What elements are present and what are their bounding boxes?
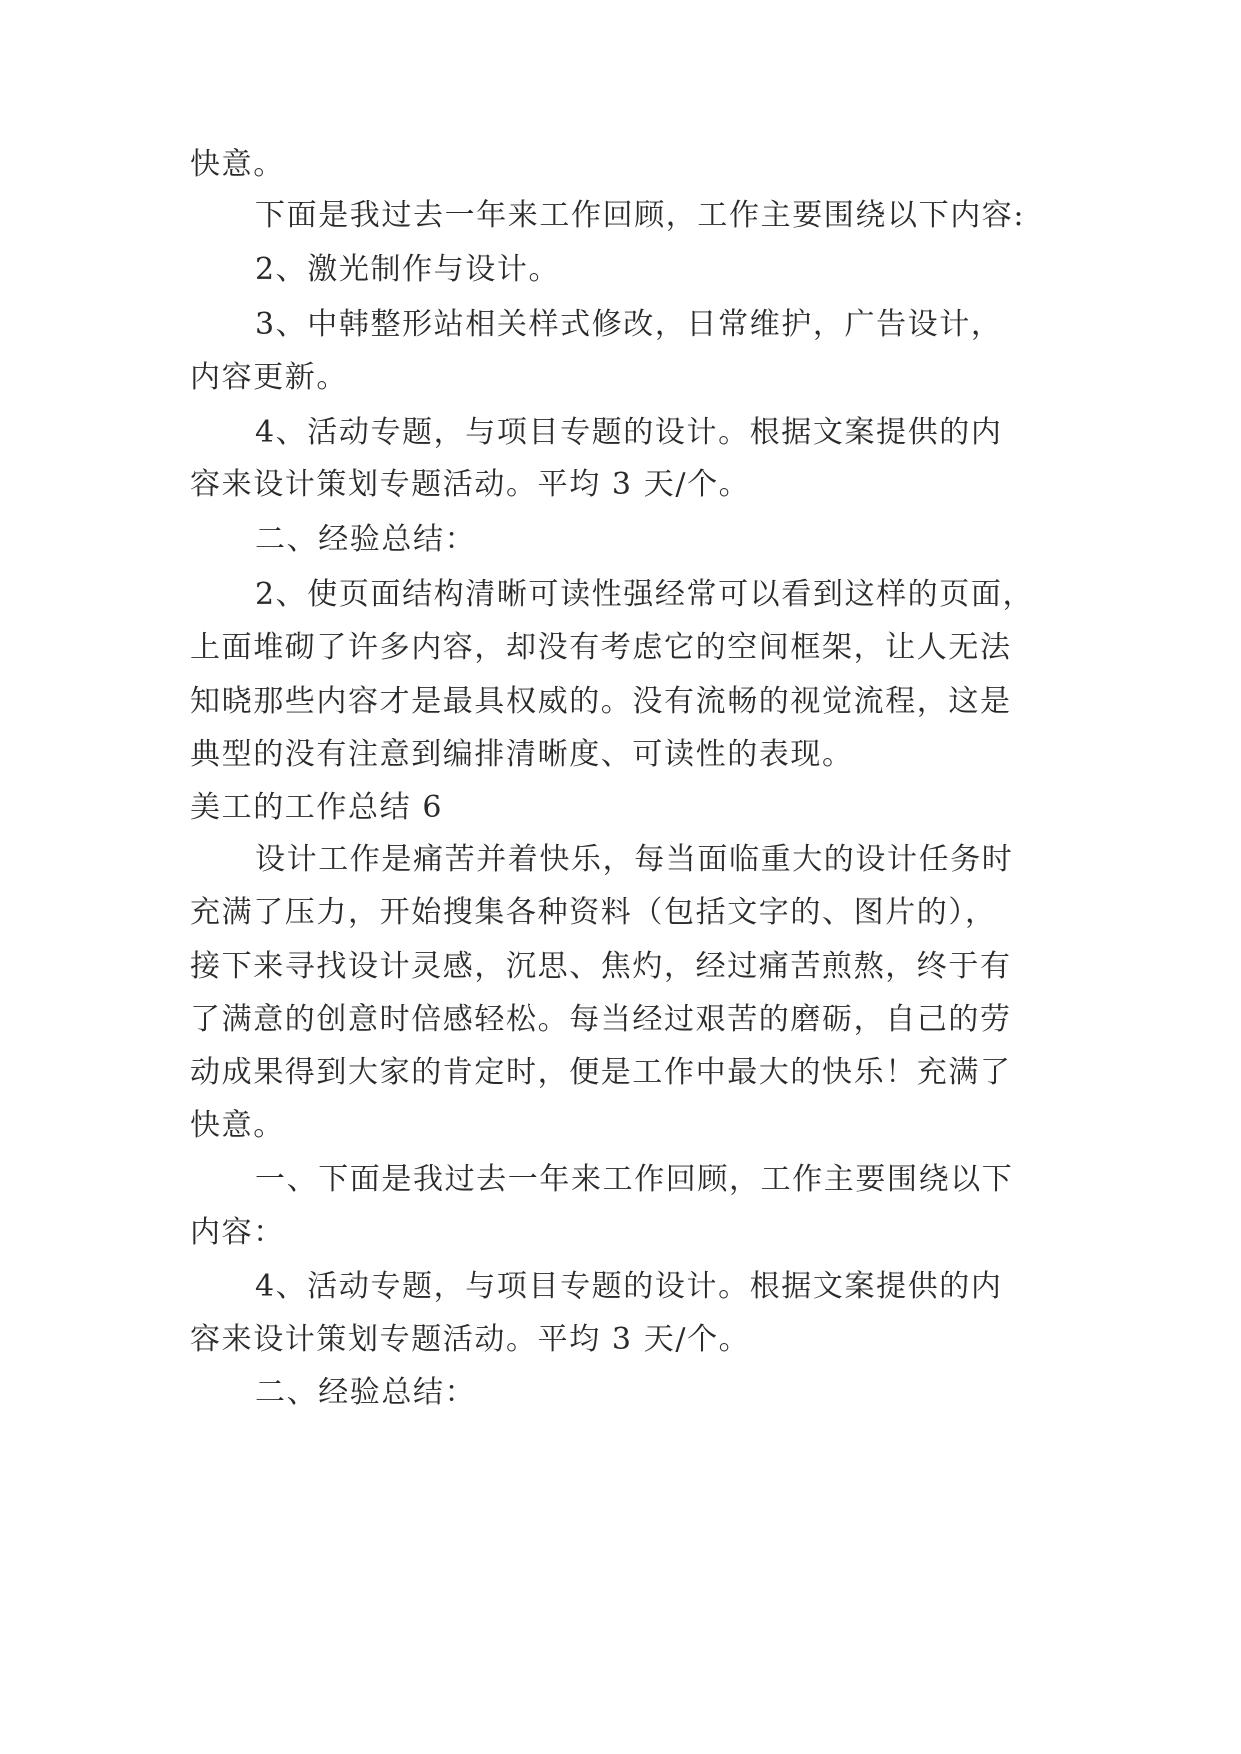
text-line: 接下来寻找设计灵感，沉思、焦灼，经过痛苦煎熬，终于有 [190, 949, 1012, 984]
text-line: 一、下面是我过去一年来工作回顾，工作主要围绕以下 [255, 1162, 1014, 1197]
text-line: 典型的没有注意到编排清晰度、可读性的表现。 [190, 737, 854, 772]
text-line: 设计工作是痛苦并着快乐，每当面临重大的设计任务时 [255, 842, 1014, 877]
text-line: 容来设计策划专题活动。平均 3 天/个。 [190, 1322, 751, 1357]
text-line: 3、中韩整形站相关样式修改，日常维护，广告设计， [255, 307, 1003, 342]
text-line: 快意。 [190, 1108, 285, 1143]
text-line: 内容： [190, 1215, 285, 1250]
text-line: 知晓那些内容才是最具权威的。没有流畅的视觉流程，这是 [190, 684, 1012, 719]
text-line: 2、激光制作与设计。 [255, 252, 561, 287]
section-heading: 二、经验总结： [255, 522, 477, 557]
text-line: 快意。 [190, 147, 285, 182]
text-line: 4、活动专题，与项目专题的设计。根据文案提供的内 [255, 415, 1003, 450]
text-line: 内容更新。 [190, 360, 348, 395]
text-line: 充满了压力，开始搜集各种资料（包括文字的、图片的）， [190, 895, 997, 930]
text-line: 下面是我过去一年来工作回顾，工作主要围绕以下内容: [255, 198, 1026, 233]
text-line: 上面堆砌了许多内容，却没有考虑它的空间框架，让人无法 [190, 630, 1012, 665]
text-line: 了满意的创意时倍感轻松。每当经过艰苦的磨砺，自己的劳 [190, 1002, 1012, 1037]
section-heading: 二、经验总结： [255, 1375, 477, 1410]
text-line: 2、使页面结构清晰可读性强经常可以看到这样的页面， [255, 577, 1035, 612]
text-line: 容来设计策划专题活动。平均 3 天/个。 [190, 467, 751, 502]
text-line: 4、活动专题，与项目专题的设计。根据文案提供的内 [255, 1269, 1003, 1304]
document-title: 美工的工作总结 6 [190, 790, 444, 825]
text-line: 动成果得到大家的肯定时，便是工作中最大的快乐！充满了 [190, 1055, 1012, 1090]
